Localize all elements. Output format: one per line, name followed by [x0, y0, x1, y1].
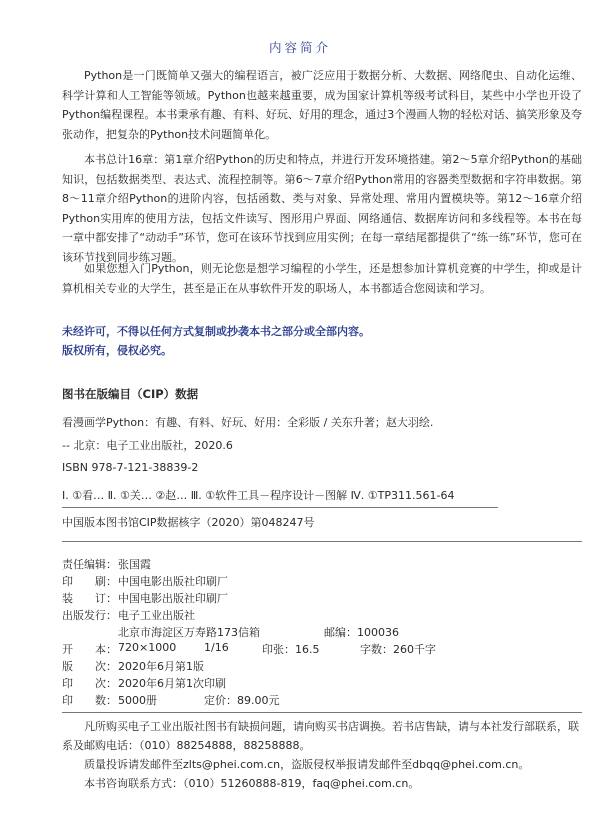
intro-paragraph-3: 如果您想入门Python，则无论您是想学习编程的小学生，还是想参加计算机竞赛的中学生，抑或是计算机相关专业的大学生，甚至是正在从事软件开发的职场人，本书都适合您阅读和学习。 [62, 262, 582, 295]
edition-value: 2020年6月第1版 [118, 660, 204, 673]
copies-value: 5000册 [118, 694, 157, 707]
binder-value: 中国电影出版社印刷厂 [118, 592, 228, 605]
format-fold: 1/16 [204, 641, 229, 654]
footer-returns-notice: 凡所购买电子工业出版社图书有缺损问题，请向购买书店调换。若书店售缺，请与本社发行部联系，联系及邮购电话：（010）88254888，88258888。 [62, 720, 579, 752]
cip-publisher-line: -- 北京：电子工业出版社，2020.6 [62, 439, 233, 452]
publisher-value: 电子工业出版社 [118, 609, 195, 622]
cip-core-number: 中国版本图书馆CIP数据核字（2020）第048247号 [62, 516, 315, 529]
cip-classification: Ⅰ. ①看… Ⅱ. ①关… ②赵… Ⅲ. ①软件工具－程序设计－图解 Ⅳ. ①TP311.561-64 [62, 489, 455, 502]
cip-heading: 图书在版编目（CIP）数据 [62, 387, 199, 401]
editor-value: 张国霞 [118, 558, 151, 571]
cip-divider [62, 507, 498, 508]
cip-title-line: 看漫画学Python：有趣、有料、好玩、好用：全彩版 / 关东升著；赵大羽绘. [62, 416, 434, 429]
cip-isbn: ISBN 978-7-121-38839-2 [62, 461, 199, 474]
sheets-value: 印张：16.5 [262, 643, 320, 656]
intro-title: 内容简介 [268, 40, 331, 55]
publisher-label: 出版发行： [62, 609, 117, 622]
binder-label: 装 订： [62, 592, 117, 605]
price-value: 定价：89.00元 [204, 694, 280, 707]
section-divider [62, 541, 582, 542]
words-value: 字数：260千字 [360, 643, 436, 656]
format-value: 720×1000 [118, 641, 177, 654]
edition-label: 版 次： [62, 660, 117, 673]
address-value: 北京市海淀区万寿路173信箱 [118, 626, 260, 639]
copyright-warning: 未经许可，不得以任何方式复制或抄袭本书之部分或全部内容。 [62, 325, 370, 338]
copies-label: 印 数： [62, 694, 117, 707]
printer-value: 中国电影出版社印刷厂 [118, 575, 228, 588]
printing-value: 2020年6月第1次印刷 [118, 677, 226, 690]
format-label: 开 本： [62, 643, 117, 656]
postcode-value: 邮编：100036 [324, 626, 399, 639]
footer-divider [62, 712, 582, 713]
intro-paragraph-2: 本书总计16章：第1章介绍Python的历史和特点，并进行开发环境搭建。第2～5章介绍Python的基础知识，包括数据类型、表达式、流程控制等。第6～7章介绍Python常用的容器类型数据和字符串数据。第8～11章介绍Python的进阶内容，包括函数、类与对象、异常处理、常用内置模块等。第12～16章介绍Python实用库的使用方法，包括文件读写、图形用户界面、网络通信、数据库访问和多线程等。本书在每一章中都安排了“动动手”环节，您可在该环节找到应用实例；在每一章结尾都提供了“练一练”环节，您可在该环节找到同步练习题。 [62, 153, 582, 264]
footer-contact-info: 本书咨询联系方式：（010）51260888-819，faq@phei.com.cn。 [84, 777, 420, 790]
editor-label: 责任编辑： [62, 558, 117, 571]
rights-notice: 版权所有，侵权必究。 [62, 344, 172, 357]
printing-label: 印 次： [62, 677, 117, 690]
intro-paragraph-1: Python是一门既简单又强大的编程语言，被广泛应用于数据分析、大数据、网络爬虫、自动化运维、科学计算和人工智能等领域。Python也越来越重要，成为国家计算机等级考试科目，某些中小学也开设了Python编程课程。本书秉承有趣、有料、好玩、好用的理念，通过3个漫画人物的轻松对话、搞笑形象及夸张动作，把复杂的Python技术问题简单化。 [62, 69, 582, 141]
printer-label: 印 刷： [62, 575, 117, 588]
footer-complaint-emails: 质量投诉请发邮件至zlts@phei.com.cn，盗版侵权举报请发邮件至dbqq@phei.com.cn。 [84, 758, 530, 771]
